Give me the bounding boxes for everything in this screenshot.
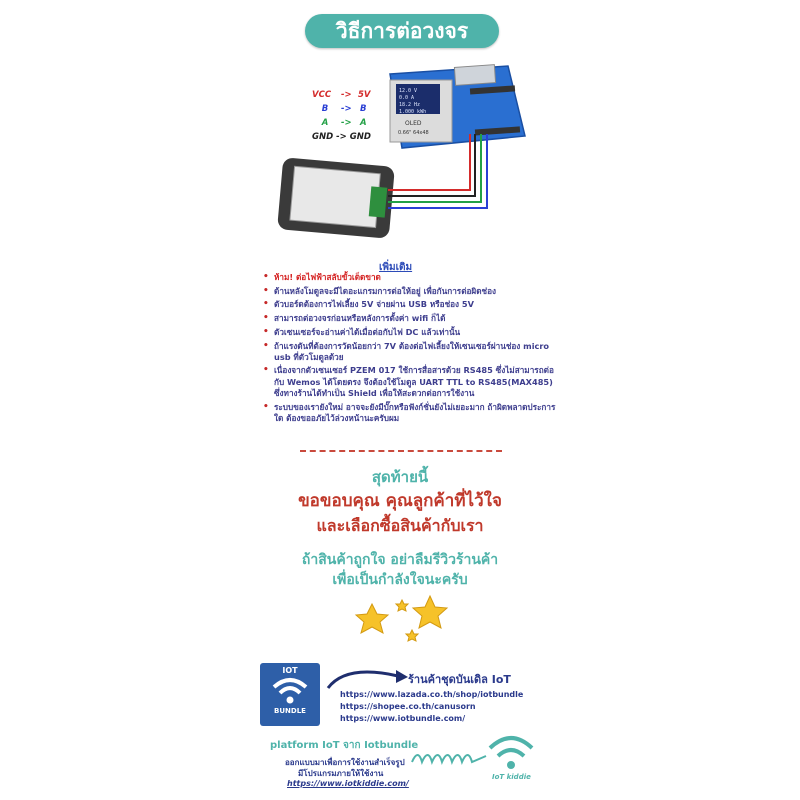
stars-decoration	[350, 592, 460, 650]
note-item: • ด้านหลังโมดูลจะมีไดอะแกรมการต่อให้อยู่ เพื่อกันการต่อผิดช่อง	[274, 286, 564, 297]
star-icon	[406, 630, 418, 641]
oled-size: 0.66" 64x48	[398, 130, 429, 136]
shop-link-lazada[interactable]: https://www.lazada.co.th/shop/iotbundle	[340, 690, 524, 699]
dashed-divider	[300, 450, 502, 452]
closing-thanks-line1: ขอขอบคุณ คุณลูกค้าที่ไว้ใจ	[298, 491, 502, 511]
platform-title: platform IoT จาก Iotbundle	[270, 740, 419, 751]
note-item: • ตัวเซนเซอร์จะอ่านค่าได้เมื่อต่อกับไฟ DC แล้วเท่านั้น	[274, 327, 564, 338]
wiring-row-gnd: GND -> GND	[312, 132, 371, 142]
star-icon	[396, 600, 408, 611]
oled-line-2: 0.0 A	[399, 95, 415, 101]
shop-link-shopee[interactable]: https://shopee.co.th/canusorn	[340, 702, 476, 711]
squiggle-decoration	[410, 748, 490, 768]
closing-thanks-line2: และเลือกซื้อสินค้ากับเรา	[316, 516, 484, 535]
platform-desc-line1: ออกแบบมาเพื่อการใช้งานสำเร็จรูป	[285, 758, 405, 767]
wiring-row-b: B -> B	[321, 104, 367, 114]
shop-title: ร้านค้าชุดบันเดิล IoT	[408, 673, 511, 686]
note-item: • สามารถต่อวงจรก่อนหรือหลังการตั้งค่า wifi ก็ได้	[274, 313, 564, 324]
star-icon	[356, 604, 388, 633]
wiring-row-vcc: VCC -> 5V	[312, 90, 371, 100]
wifi-icon	[270, 675, 310, 705]
note-item: • ห้าม! ต่อไฟฟ้าสลับขั้วเด็ดขาด	[274, 272, 564, 283]
notes-title: เพิ่มเติม	[379, 262, 413, 273]
oled-line-1: 12.0 V	[399, 88, 418, 94]
shop-link-website[interactable]: https://www.iotbundle.com/	[340, 714, 466, 723]
oled-label: OLED	[405, 120, 422, 127]
notes-list	[260, 272, 564, 426]
closing-review-line2: เพื่อเป็นกำลังใจนะครับ	[332, 572, 468, 588]
platform-desc-line2: มีโปรแกรมภายให้ใช้งาน	[298, 769, 384, 778]
iotkiddie-label: IoT kiddie	[492, 773, 531, 781]
note-item: • ถ้าแรงดันที่ต้องการวัดน้อยกว่า 7V ต้องต่อไฟเลี้ยงให้เซนเซอร์ผ่านช่อง micro usb ที่ตัวโมดูลด้วย	[274, 341, 564, 363]
arrow-icon	[326, 664, 410, 690]
oled-line-3: 18.2 Hz	[399, 102, 421, 108]
iotkiddie-wifi-icon	[486, 732, 536, 774]
note-item: • เนื่องจากตัวเซนเซอร์ PZEM 017 ใช้การสื่อสารด้วย RS485 ซึ่งไม่สามารถต่อกับ Wemos ได้โดยตรง จึงต้องใช้โมดูล UART TTL to RS485(MAX485) ซึ่งทางร้านได้ทำเป็น Shield เพื่อให้สะดวกต่อการใช้งาน	[274, 365, 564, 399]
oled-line-4: 1.000 kWh	[399, 109, 427, 115]
oled-display	[390, 80, 452, 142]
note-item: • ระบบของเรายังใหม่ อาจจะยังมีบั๊กหรือฟังก์ชั่นยังไม่เยอะมาก ถ้าผิดพลาดประการใด ต้องขออภัยไว้ล่วงหน้านะครับผม	[274, 402, 564, 424]
wiring-diagram	[270, 62, 530, 242]
closing-review-line1: ถ้าสินค้าถูกใจ อย่าลืมรีวิวร้านค้า	[301, 552, 499, 568]
closing-final: สุดท้ายนี้	[371, 468, 429, 486]
page-title: วิธีการต่อวงจร	[305, 14, 499, 48]
platform-url[interactable]: https://www.iotkiddie.com/	[287, 779, 409, 788]
iotbundle-logo: IOT BUNDLE	[260, 663, 320, 726]
star-icon	[413, 596, 447, 628]
note-item: • ตัวบอร์ดต้องการไฟเลี้ยง 5V จ่ายผ่าน USB หรือช่อง 5V	[274, 299, 564, 310]
pzem-sensor	[277, 157, 395, 238]
wiring-row-a: A -> A	[321, 118, 367, 128]
